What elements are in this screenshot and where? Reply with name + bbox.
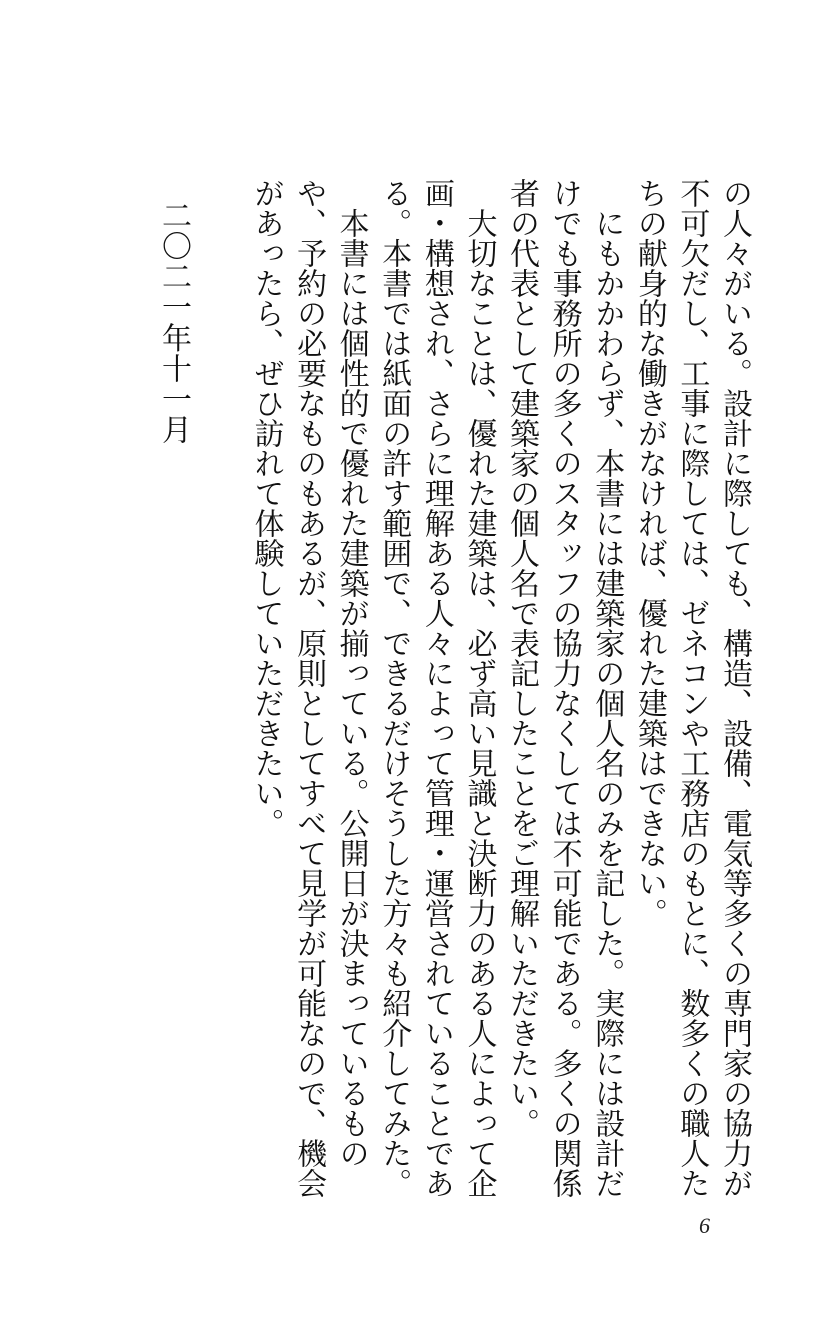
paragraph: にもかかわらず、本書には建築家の個人名のみを記した。実際には設計だけでも事務所の多くのスタッフの協力なくしては不可能である。多くの関係者の代表として建築家の個人名で表記したことをご理解いただきたい。 <box>504 178 625 1198</box>
paragraph: 大切なことは、優れた建築は、必ず高い見識と決断力のある人によって企画・構想され、さらに理解ある人々によって管理・運営されていることである。本書では紙面の許す範囲で、できるだけそうした方々も紹介してみた。 <box>376 178 497 1198</box>
paragraph: 本書には個性的で優れた建築が揃っている。公開日が決まっているものや、予約の必要なものもあるが、原則としてすべて見学が可能なので、機会があったら、ぜひ訪れて体験していただきたい。 <box>248 178 369 1198</box>
page-number: 6 <box>699 1213 710 1238</box>
paragraph-continued: の人々がいる。設計に際しても、構造、設備、電気等多くの専門家の協力が不可欠だし、工事に際しては、ゼネコンや工務店のもとに、数多くの職人たちの献身的な働きがなければ、優れた建築はできない。 <box>631 178 752 1198</box>
body-text <box>244 178 755 1198</box>
date-line: 二〇二一年十一月 <box>156 200 191 445</box>
